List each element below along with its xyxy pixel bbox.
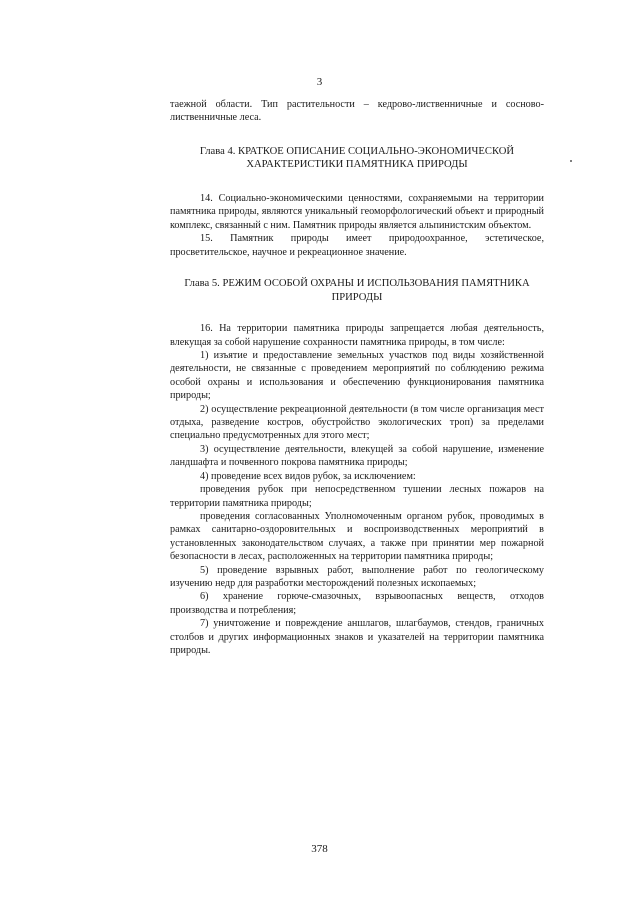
list-item-7: 7) уничтожение и повреждение аншлагов, шлагбаумов, стендов, граничных столбов и других информационных знаков и указателей на территории памятника природы. [170, 618, 544, 656]
list-item-5: 5) проведение взрывных работ, выполнение работ по геологическому изучению недр для разработки месторождений полезных ископаемых; [170, 564, 544, 589]
scan-speck [570, 160, 572, 162]
list-item-6: 6) хранение горюче-смазочных, взрывоопасных веществ, отходов производства и потребления; [170, 591, 544, 616]
list-item-2: 2) осуществление рекреационной деятельности (в том числе организация мест отдыха, разведение костров, обустройство экологических троп) за пределами специально предусмотренных для этого мест; [170, 403, 544, 442]
paragraph-14: 14. Социально-экономическими ценностями, сохраняемыми на территории памятника природы, являются уникальный геоморфологический объект и природный комплекс, связанный с ним. Памятник природы является альпинистским объектом. [170, 193, 544, 231]
document-body [170, 98, 544, 657]
paragraph-15: 15. Памятник природы имеет природоохранное, эстетическое, просветительское, научное и рекреационное значение. [170, 233, 544, 258]
page-number-top: 3 [316, 76, 323, 88]
list-item-1: 1) изъятие и предоставление земельных участков под виды хозяйственной деятельности, не связанные с проведением мероприятий по соблюдению режима особой охраны и использования и обеспечению функционирования памятника природы; [170, 350, 544, 402]
list-item-3: 3) осуществление деятельности, влекущей за собой нарушение, изменение ландшафта и почвенного покрова памятника природы; [170, 443, 544, 469]
page-number-bottom: 378 [311, 843, 328, 855]
list-item-4: 4) проведение всех видов рубок, за исключением: [200, 470, 416, 482]
list-item-4a: проведения рубок при непосредственном тушении лесных пожаров на территории памятника природы; [170, 484, 544, 509]
chapter-5-heading: Глава 5. РЕЖИМ ОСОБОЙ ОХРАНЫ И ИСПОЛЬЗОВАНИЯ ПАМЯТНИКА ПРИРОДЫ [184, 278, 530, 303]
intro-paragraph: таежной области. Тип растительности – кедрово-лиственничные и сосново-лиственничные леса. [170, 99, 544, 124]
paragraph-16: 16. На территории памятника природы запрещается любая деятельность, влекущая за собой нарушение сохранности памятника природы, в том числе: [170, 323, 544, 348]
chapter-4-heading: Глава 4. КРАТКОЕ ОПИСАНИЕ СОЦИАЛЬНО-ЭКОНОМИЧЕСКОЙ ХАРАКТЕРИСТИКИ ПАМЯТНИКА ПРИРОДЫ [199, 145, 515, 171]
list-item-4b: проведения согласованных Уполномоченным органом рубок, проводимых в рамках санитарно-оздоровительных и воспроизводственных мероприятий в установленных законодательством случаях, а также при принятии мер пожарной безопасности в лесах, расположенных на территории памятника природы; [170, 510, 544, 563]
